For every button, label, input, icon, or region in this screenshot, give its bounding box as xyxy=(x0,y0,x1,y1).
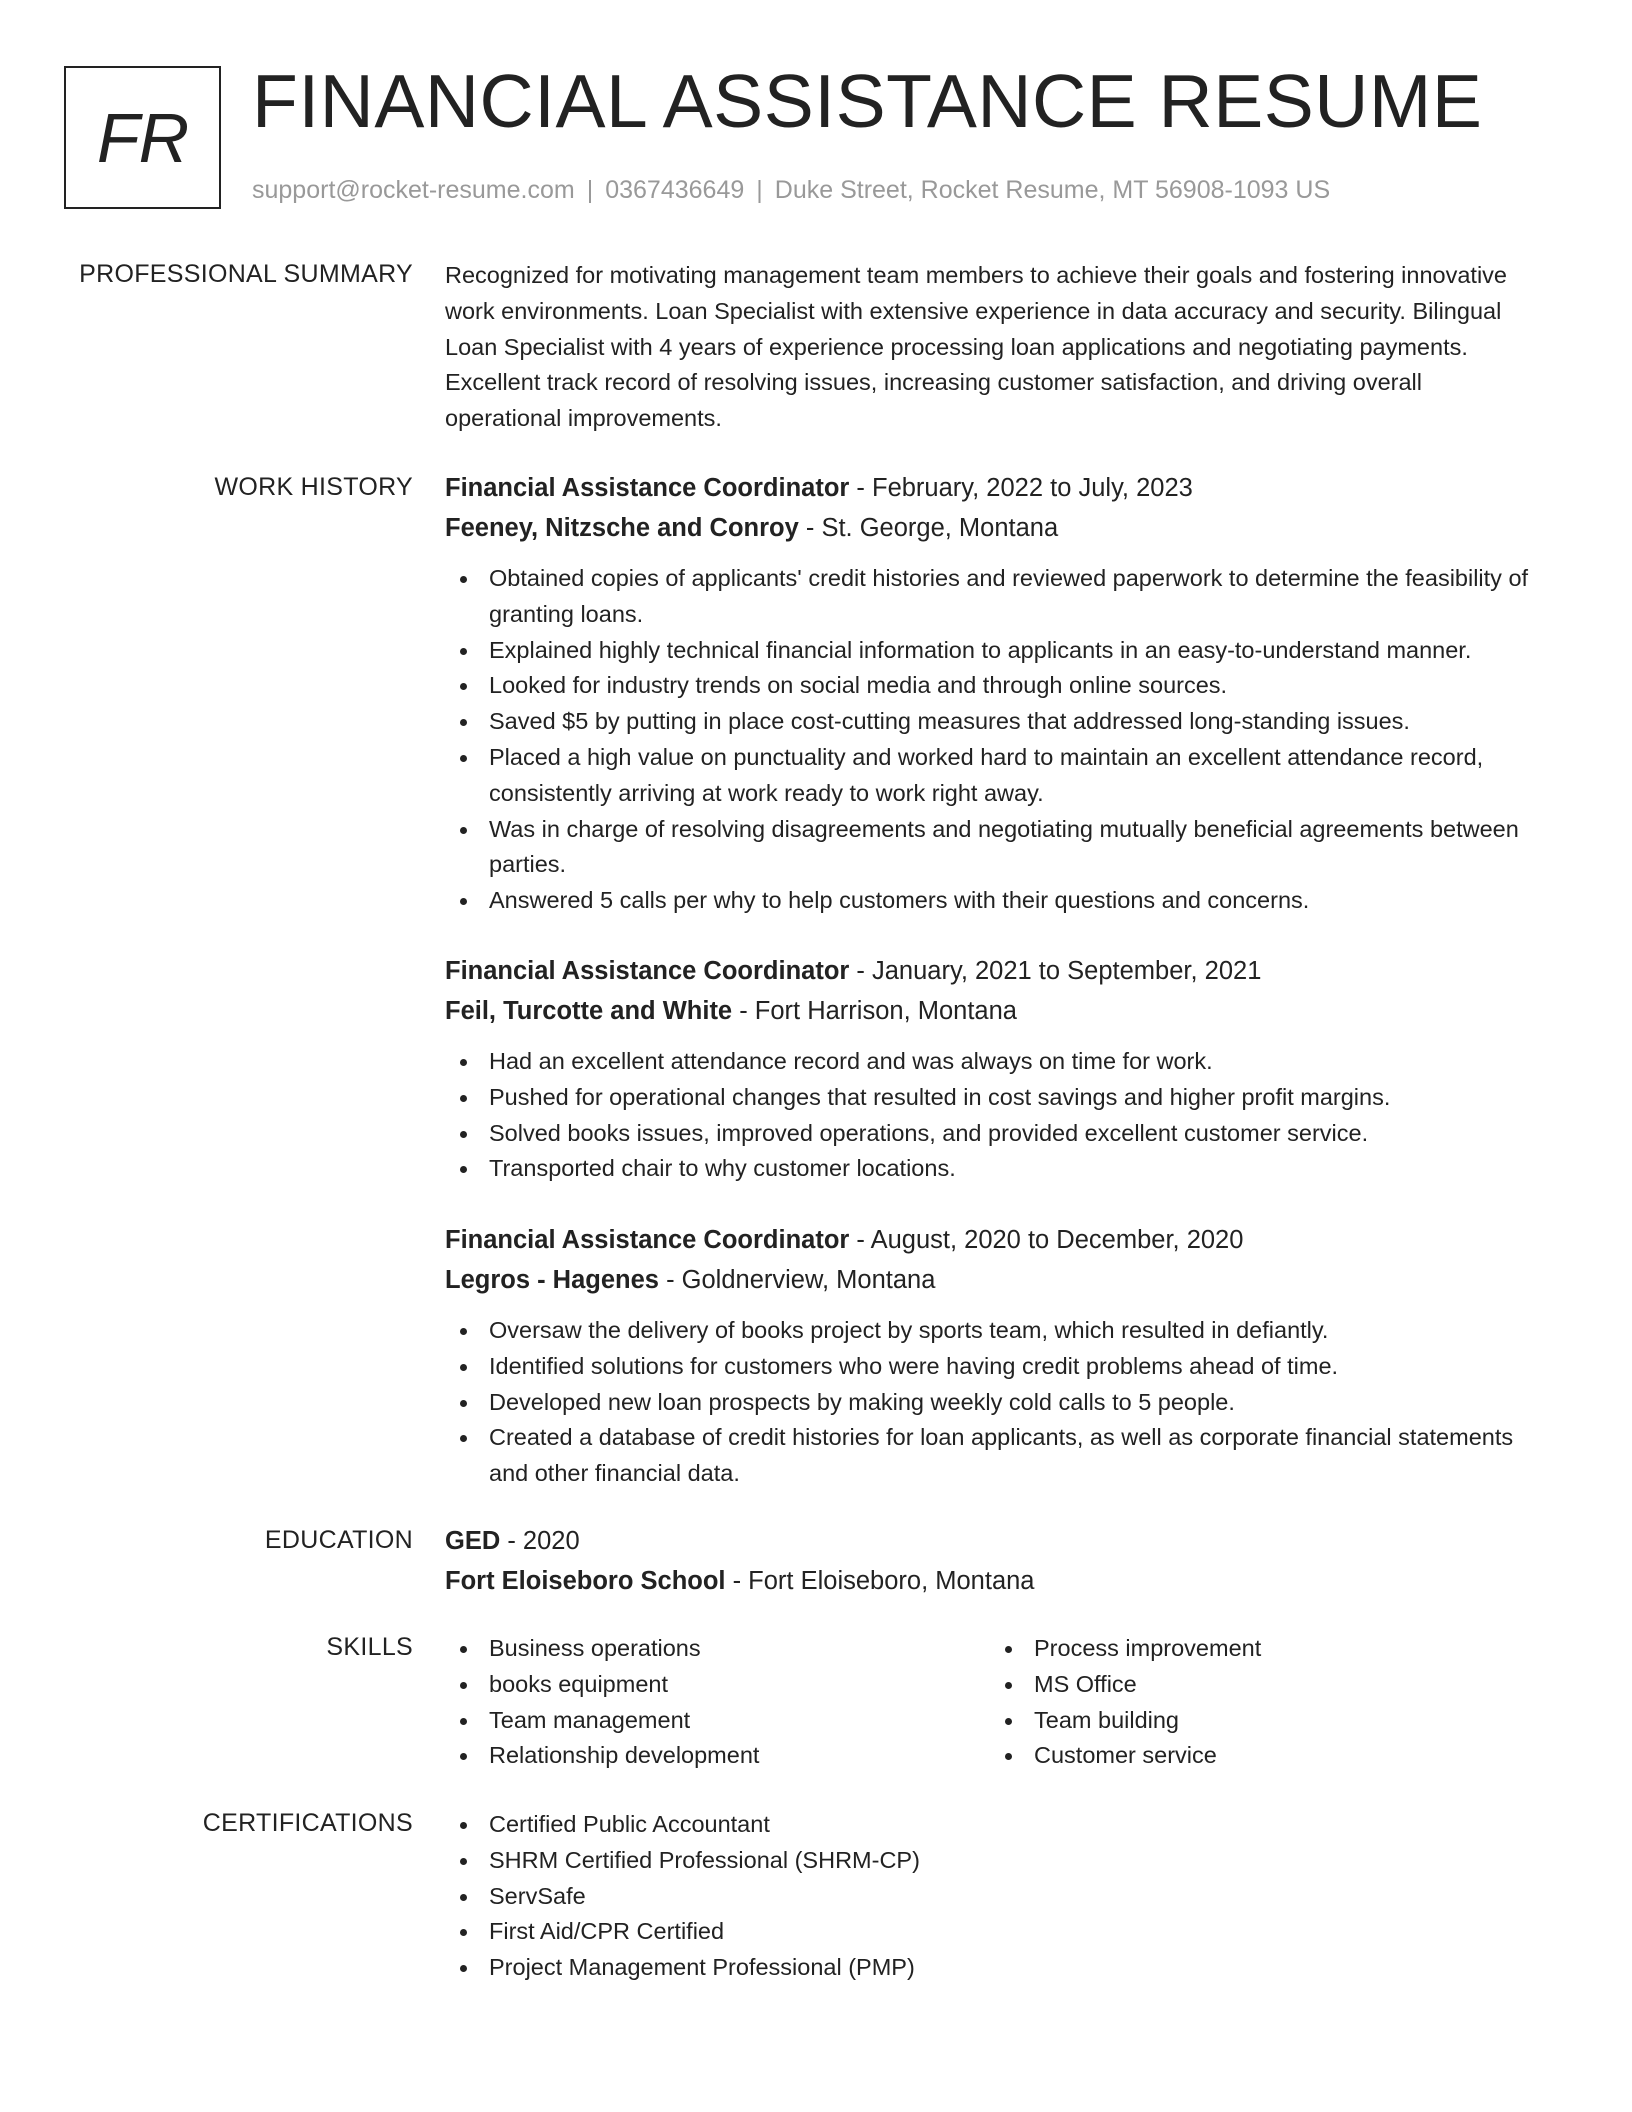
job-company: Legros - Hagenes xyxy=(445,1266,659,1294)
summary-text: Recognized for motivating management team members to achieve their goals and fostering innovative work environments. Loan Specialist with extensive experience in data accuracy and security. Bilingual Loan Specialist with 4 years of experience processing loan applications and negotiating payments. Excellent track record of resolving issues, increasing customer satisfaction, and driving overall operational improvements. xyxy=(445,262,1507,432)
contact-separator: | xyxy=(756,176,763,204)
job-company: Feeney, Nitzsche and Conroy xyxy=(445,514,799,542)
job-bullet: Pushed for operational changes that resulted in cost savings and higher profit margins. xyxy=(445,1080,1535,1116)
job-title-line xyxy=(445,468,1535,508)
job-bullet: Was in charge of resolving disagreements and negotiating mutually beneficial agreements between parties. xyxy=(445,812,1535,884)
job-bullet: Identified solutions for customers who were having credit problems ahead of time. xyxy=(445,1349,1535,1385)
job-entry xyxy=(445,951,1535,1187)
contact-address: Duke Street, Rocket Resume, MT 56908-1093 US xyxy=(774,176,1331,204)
skills-list xyxy=(445,1631,990,1774)
contact-separator: | xyxy=(586,176,594,204)
job-bullet: Looked for industry trends on social media and through online sources. xyxy=(445,668,1535,704)
skill-item: Customer service xyxy=(990,1738,1535,1774)
job-entry xyxy=(445,1220,1535,1492)
skills-column-right xyxy=(990,1631,1535,1774)
education-school-line xyxy=(445,1561,1535,1601)
job-title-line xyxy=(445,1220,1535,1260)
job-bullet: Obtained copies of applicants' credit histories and reviewed paperwork to determine the feasibility of granting loans. xyxy=(445,561,1535,633)
contact-phone: 0367436649 xyxy=(605,176,745,204)
skill-item: Team management xyxy=(445,1703,990,1739)
skill-item: books equipment xyxy=(445,1667,990,1703)
job-bullet: Transported chair to why customer locations. xyxy=(445,1151,1535,1187)
job-title-line xyxy=(445,951,1535,991)
job-dates: - August, 2020 to December, 2020 xyxy=(849,1226,1244,1254)
job-bullet: Created a database of credit histories for loan applicants, as well as corporate financial statements and other financial data. xyxy=(445,1420,1535,1492)
summary-heading: PROFESSIONAL SUMMARY xyxy=(79,260,413,288)
job-bullet: Developed new loan prospects by making weekly cold calls to 5 people. xyxy=(445,1385,1535,1421)
certifications-heading: CERTIFICATIONS xyxy=(202,1809,413,1837)
education-year: - 2020 xyxy=(500,1527,580,1555)
certification-item: Certified Public Accountant xyxy=(445,1807,1535,1843)
contact-line xyxy=(252,174,1330,206)
contact-email: support@rocket-resume.com xyxy=(252,176,575,204)
certification-item: ServSafe xyxy=(445,1879,1535,1915)
job-bullet: Placed a high value on punctuality and worked hard to maintain an excellent attendance record, consistently arriving at work ready to work right away. xyxy=(445,740,1535,812)
education-degree-line xyxy=(445,1521,1535,1561)
job-location: - Fort Harrison, Montana xyxy=(732,997,1017,1025)
job-bullet: Explained highly technical financial information to applicants in an easy-to-understand manner. xyxy=(445,633,1535,669)
certification-item: Project Management Professional (PMP) xyxy=(445,1950,1535,1986)
job-bullets xyxy=(445,1044,1535,1187)
education-heading: EDUCATION xyxy=(264,1526,413,1554)
job-dates: - February, 2022 to July, 2023 xyxy=(849,474,1193,502)
job-company-line xyxy=(445,508,1535,548)
job-bullet: Solved books issues, improved operations, and provided excellent customer service. xyxy=(445,1116,1535,1152)
skill-item: Team building xyxy=(990,1703,1535,1739)
job-title: Financial Assistance Coordinator xyxy=(445,1226,850,1254)
certifications-list xyxy=(445,1807,1535,1986)
education-degree: GED xyxy=(445,1527,501,1555)
skill-item: Business operations xyxy=(445,1631,990,1667)
certifications-body xyxy=(445,1807,1535,1986)
certification-item: First Aid/CPR Certified xyxy=(445,1914,1535,1950)
job-title: Financial Assistance Coordinator xyxy=(445,474,850,502)
job-title: Financial Assistance Coordinator xyxy=(445,957,850,985)
job-bullet: Had an excellent attendance record and was always on time for work. xyxy=(445,1044,1535,1080)
job-company: Feil, Turcotte and White xyxy=(445,997,733,1025)
skills-heading: SKILLS xyxy=(326,1633,413,1661)
monogram: FR xyxy=(64,66,221,209)
job-bullet: Saved $5 by putting in place cost-cutting measures that addressed long-standing issues. xyxy=(445,704,1535,740)
job-bullets xyxy=(445,1313,1535,1492)
job-bullet: Oversaw the delivery of books project by sports team, which resulted in defiantly. xyxy=(445,1313,1535,1349)
resume-title: FINANCIAL ASSISTANCE RESUME xyxy=(252,59,1483,143)
job-bullet: Answered 5 calls per why to help customers with their questions and concerns. xyxy=(445,883,1535,919)
job-company-line xyxy=(445,1260,1535,1300)
skills-grid xyxy=(445,1631,1535,1774)
skills-list xyxy=(990,1631,1535,1774)
skills-column-left xyxy=(445,1631,990,1774)
job-entry xyxy=(445,468,1535,919)
education-location: - Fort Eloiseboro, Montana xyxy=(725,1567,1035,1595)
education-school: Fort Eloiseboro School xyxy=(445,1567,726,1595)
education-entry xyxy=(445,1521,1535,1601)
certification-item: SHRM Certified Professional (SHRM-CP) xyxy=(445,1843,1535,1879)
work-history-heading: WORK HISTORY xyxy=(214,473,413,501)
skill-item: MS Office xyxy=(990,1667,1535,1703)
skill-item: Process improvement xyxy=(990,1631,1535,1667)
job-location: - Goldnerview, Montana xyxy=(658,1266,936,1294)
job-bullets xyxy=(445,561,1535,919)
job-location: - St. George, Montana xyxy=(798,514,1059,542)
job-company-line xyxy=(445,991,1535,1031)
job-dates: - January, 2021 to September, 2021 xyxy=(849,957,1262,985)
skill-item: Relationship development xyxy=(445,1738,990,1774)
